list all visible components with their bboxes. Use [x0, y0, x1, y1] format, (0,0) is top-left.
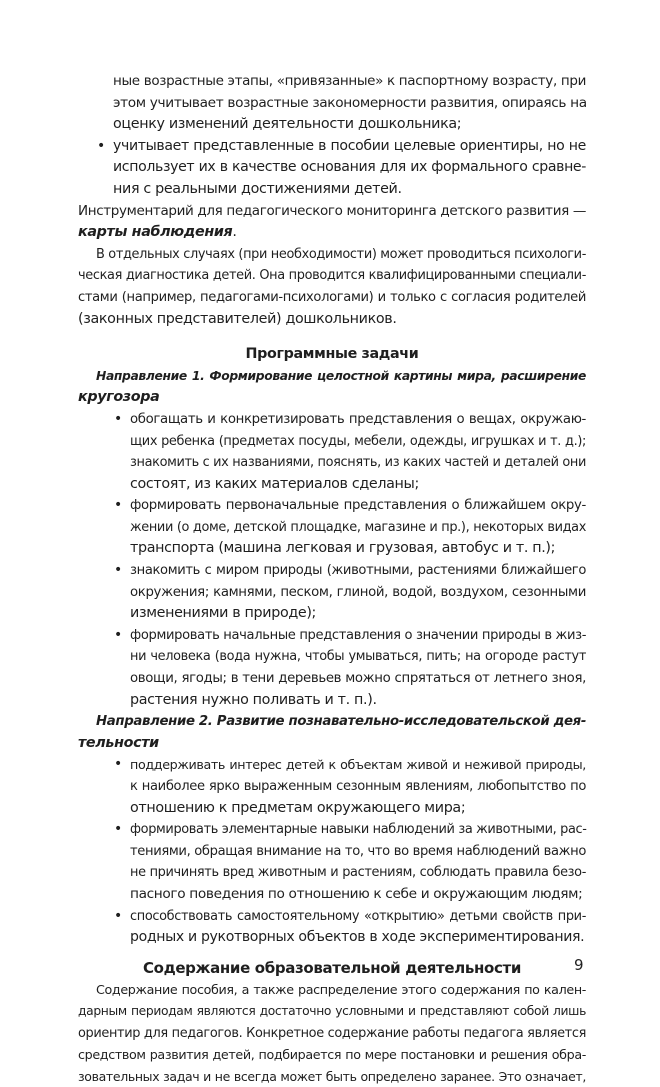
text-line: дарным периодам являются достаточно условными и представляют собой лишь [78, 1003, 586, 1018]
bullet-icon: • [114, 907, 122, 924]
direction-title: Направление 2. Развитие познавательно-исследовательской дея- [96, 714, 586, 730]
text-line: Инструментарий для педагогического мониторинга детского развития — [78, 202, 586, 219]
list-item [78, 754, 586, 819]
text-line [95, 495, 586, 517]
list-item [78, 409, 586, 495]
text-line [95, 754, 586, 776]
text-line: В отдельных случаях (при необходимости) может проводиться психологи- [96, 246, 586, 262]
text-line: к наиболее ярко выраженным сезонным явлениям, любопытство по [130, 779, 586, 794]
text-line [95, 560, 586, 582]
text: формировать начальные представления о значении природы в жиз- [130, 627, 587, 643]
text: . [232, 224, 237, 241]
text-line: пасного поведения по отношению к себе и окружающим людям; [130, 885, 583, 902]
text-line: ные возрастные этапы, «привязанные» к паспортному возрасту, при [113, 73, 586, 89]
direction-title: тельности [78, 734, 159, 751]
text-line: транспорта (машина легковая и грузовая, автобус и т. п.); [130, 540, 556, 557]
text-line: ческая диагностика детей. Она проводится квалифицированными специали- [78, 268, 586, 284]
bullet-icon: • [114, 410, 122, 427]
text-line: средством развития детей, подбирается по мере постановки и решения обра- [78, 1047, 586, 1063]
list-item [78, 560, 586, 625]
text-line: Содержание пособия, а также распределение этого содержания по кален- [96, 982, 586, 998]
text: формировать первоначальные представления о ближайшем окру- [130, 498, 586, 514]
diagnostics-paragraph [78, 244, 586, 330]
text-line: использует их в качестве основания для их формального сравне- [113, 159, 586, 176]
bullet-icon: • [114, 821, 122, 838]
text-line: знакомить с их названиями, пояснять, из каких частей и деталей они [130, 455, 587, 471]
list-item [78, 819, 586, 905]
text-line: ориентир для педагогов. Конкретное содержание работы педагога является [78, 1025, 586, 1041]
text-line [95, 906, 586, 928]
text-line: родных и рукотворных объектов в ходе экспериментирования. [130, 929, 585, 946]
text-line: отношению к предметам окружающего мира; [130, 799, 466, 816]
text: обогащать и конкретизировать представления о вещах, окружаю- [130, 411, 586, 427]
tools-paragraph [78, 201, 586, 244]
text-line: (законных представителей) дошкольников. [78, 310, 397, 327]
text-line: овощи, ягоды; в тени деревьев можно спрятаться от летнего зноя, [130, 671, 586, 687]
text-line: оценку изменений деятельности дошкольника; [113, 116, 462, 133]
text-line: жении (о доме, детской площадке, магазине и пр.), некоторых видах [130, 519, 586, 535]
text-line [95, 819, 586, 841]
bullet-icon: • [114, 497, 122, 514]
page-body [78, 71, 586, 1087]
list-item [78, 136, 586, 201]
direction-title: Направление 1. Формирование целостной картины мира, расширение [96, 368, 586, 383]
section-heading: Программные задачи [245, 346, 419, 363]
text: знакомить с миром природы (животными, растениями ближайшего [130, 563, 586, 579]
text: поддерживать интерес детей к объектам живой и неживой природы, [130, 757, 586, 773]
section-heading: Содержание образовательной деятельности [142, 958, 522, 977]
text: формировать элементарные навыки наблюдений за животными, рас- [130, 822, 587, 838]
text-line: не причинять вред животным и растениям, соблюдать правила безо- [130, 865, 586, 881]
text-line: зовательных задач и не всегда может быть определено заранее. Это означает, [78, 1068, 586, 1084]
list-item [78, 495, 586, 560]
text-line [78, 222, 586, 244]
text-line: ни человека (вода нужна, чтобы умываться, пить; на огороде растут [130, 649, 586, 665]
text-line: растения нужно поливать и т. п.). [130, 691, 377, 708]
text: способствовать самостоятельному «открытию» детьми свойств при- [130, 908, 586, 924]
bullet-icon: • [114, 562, 122, 579]
text: учитывает представленные в пособии целевые ориентиры, но не [113, 137, 586, 154]
text-line: тениями, обращая внимание на то, что во время наблюдений важно [130, 843, 586, 859]
direction-title: кругозора [78, 389, 160, 406]
bullet-icon: • [114, 626, 122, 643]
list-item [78, 625, 586, 711]
text-line [95, 409, 586, 431]
content-paragraph [78, 979, 586, 1087]
list-item [78, 71, 586, 136]
text-line: окружения; камнями, песком, глиной, водой, воздухом, сезонными [130, 584, 586, 600]
text-line: ния с реальными достижениями детей. [113, 180, 402, 197]
text-line: этом учитывает возрастные закономерности развития, опираясь на [113, 94, 587, 111]
text-line: стами (например, педагогами-психологами) и только с согласия родителей [78, 289, 586, 305]
page-number: 9 [574, 956, 584, 974]
text-line [95, 625, 586, 647]
text-line: изменениями в природе); [130, 605, 317, 622]
list-item [78, 906, 586, 949]
bullet-icon: • [114, 756, 122, 773]
emphasis-term: карты наблюдения [78, 224, 233, 241]
text-line: состоят, из каких материалов сделаны; [130, 475, 419, 492]
bullet-icon: • [97, 137, 105, 154]
text-line [78, 136, 586, 158]
text-line: щих ребенка (предметах посуды, мебели, одежды, игрушках и т. д.); [130, 433, 586, 449]
